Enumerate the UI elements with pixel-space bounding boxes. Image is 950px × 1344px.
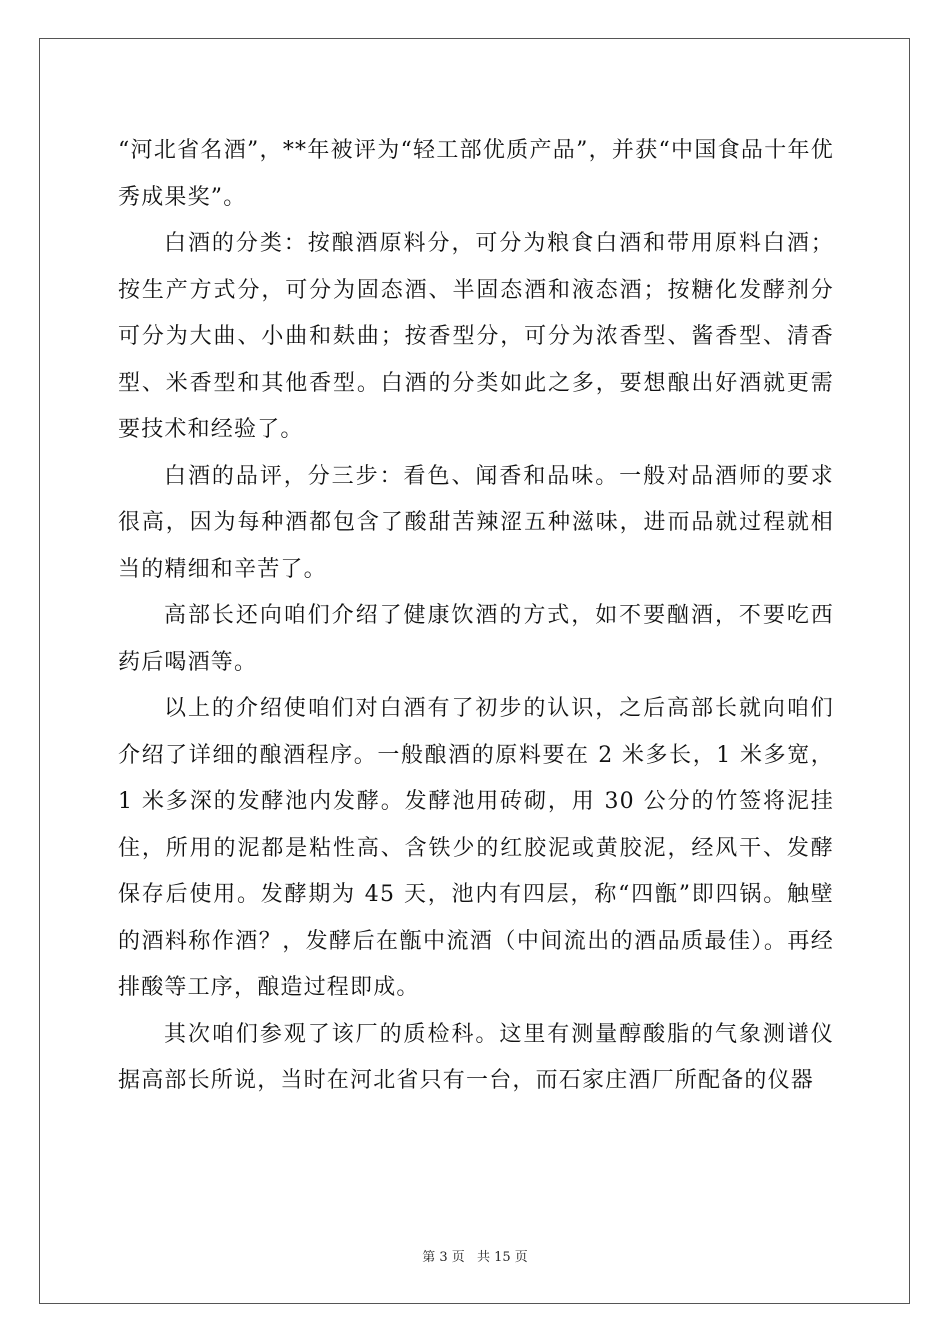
paragraph-3: 白酒的品评，分三步：看色、闻香和品味。一般对品酒师的要求很高，因为每种酒都包含了酸甜苦辣涩五种滋味，进而品就过程就相当的精细和辛苦了。 (118, 463, 834, 582)
paragraph-6: 其次咱们参观了该厂的质检科。这里有测量醇酸脂的气象测谱仪据高部长所说，当时在河北省只有一台，而石家庄酒厂所配备的仪器 (118, 1021, 834, 1093)
document-body (118, 128, 834, 1105)
paragraph-4: 高部长还向咱们介绍了健康饮酒的方式，如不要酗酒，不要吃西药后喝酒等。 (118, 603, 834, 675)
paragraph-1: “河北省名酒”，**年被评为“轻工部优质产品”，并获“中国食品十年优秀成果奖”。 (118, 138, 834, 210)
page-footer (0, 1246, 950, 1265)
current-page-label: 第 3 页 (422, 1250, 465, 1265)
paragraph-5: 以上的介绍使咱们对白酒有了初步的认识，之后高部长就向咱们介绍了详细的酿酒程序。一般酿酒的原料要在 2 米多长，1 米多宽，1 米多深的发酵池内发酵。发酵池用砖砌，用 30 公分的竹签将泥挂住，所用的泥都是粘性高、含铁少的红胶泥或黄胶泥，经风干、发酵保存后使用。发酵期为 45 天，池内有四层，称“四甑”即四锅。触壁的酒料称作酒？，发酵后在甑中流酒（中间流出的酒品质最佳）。再经排酸等工序，酿造过程即成。 (118, 696, 834, 1000)
total-pages-label: 共 15 页 (476, 1250, 528, 1265)
paragraph-2: 白酒的分类：按酿酒原料分，可分为粮食白酒和带用原料白酒；按生产方式分，可分为固态酒、半固态酒和液态酒；按糖化发酵剂分可分为大曲、小曲和麸曲；按香型分，可分为浓香型、酱香型、清香型、米香型和其他香型。白酒的分类如此之多，要想酿出好酒就更需要技术和经验了。 (118, 231, 834, 442)
